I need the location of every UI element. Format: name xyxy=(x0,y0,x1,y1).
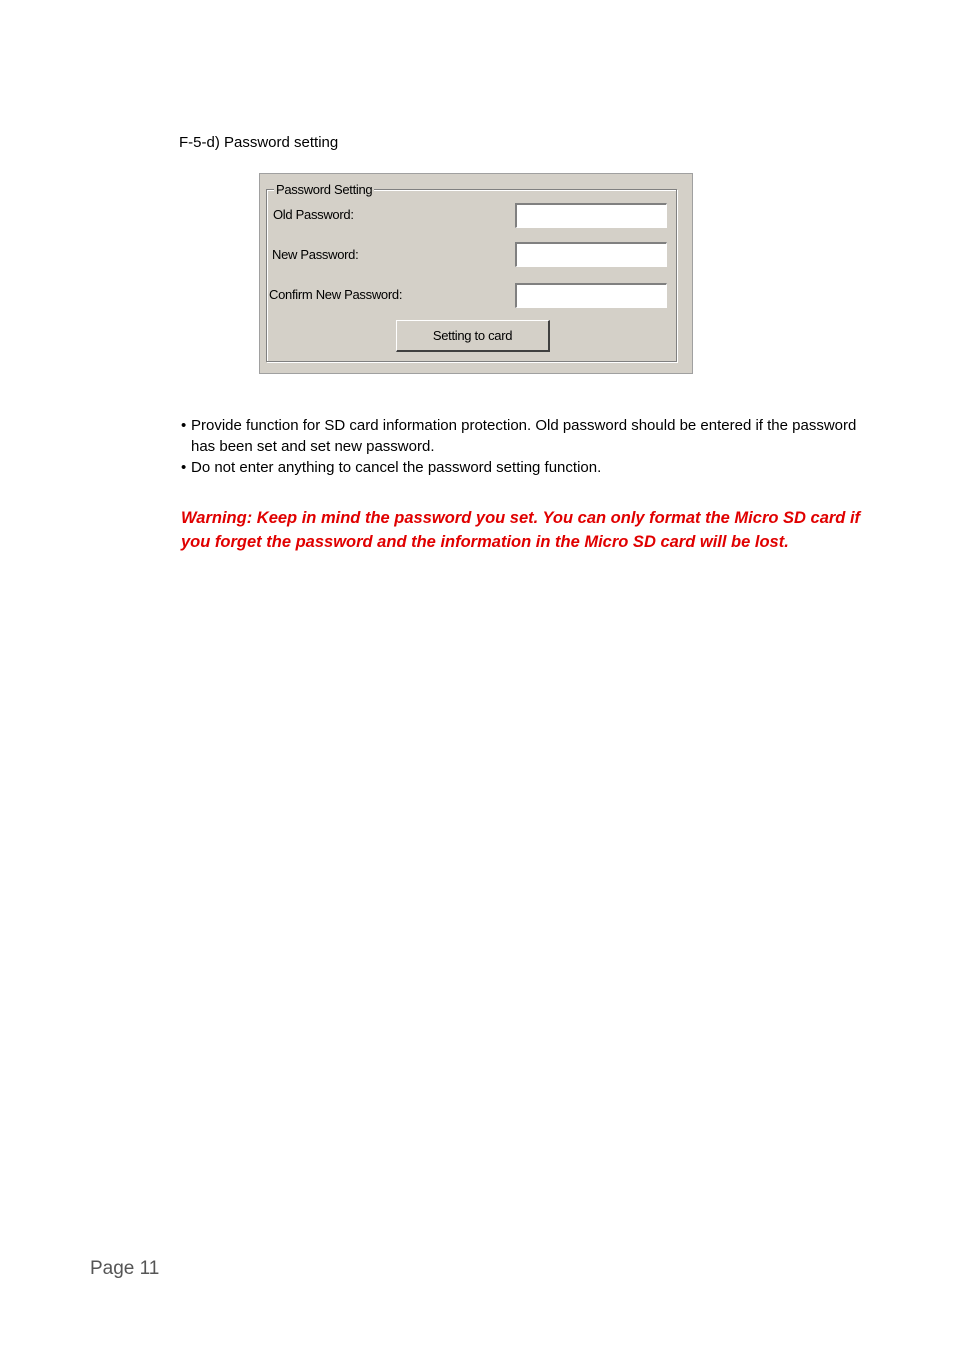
old-password-label: Old Password: xyxy=(273,207,354,222)
confirm-password-label: Confirm New Password: xyxy=(269,287,403,302)
section-heading: F-5-d) Password setting xyxy=(179,134,339,151)
confirm-password-field[interactable] xyxy=(515,283,667,308)
setting-to-card-button[interactable]: Setting to card xyxy=(396,320,550,352)
page-number: Page 11 xyxy=(90,1258,160,1279)
warning-text: Warning: Keep in mind the password you set. You can only format the Micro SD card if you forget the password and the information in the Micro SD card will be lost. xyxy=(181,509,861,551)
old-password-field[interactable] xyxy=(515,203,667,228)
new-password-field[interactable] xyxy=(515,242,667,267)
password-setting-dialog xyxy=(259,173,693,374)
description-item: • Do not enter anything to cancel the password setting function. xyxy=(181,457,871,478)
groupbox-title: Password Setting xyxy=(276,182,373,197)
description-list xyxy=(181,415,871,478)
new-password-label: New Password: xyxy=(272,247,359,262)
description-item: • Provide function for SD card information protection. Old password should be entered if the password has been set and set new password. xyxy=(181,415,871,457)
